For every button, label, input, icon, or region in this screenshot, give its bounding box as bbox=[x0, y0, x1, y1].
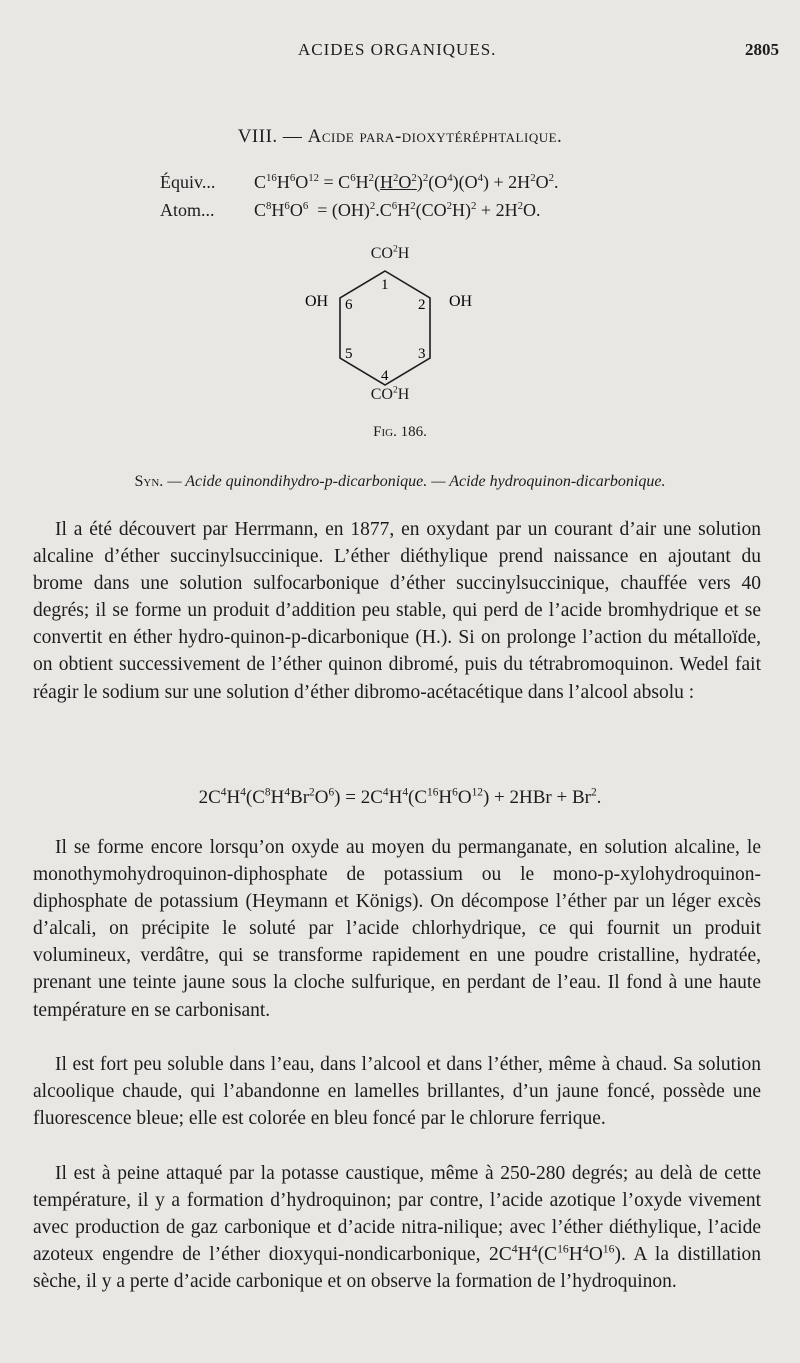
paragraph-formation: Il se forme encore lorsqu’on oxyde au moyen du permanganate, en solution alcaline, le monothymohydroquinon-diphosphate de potassium ou le mono-p-xylohydroquinon-diphosphate de potassium (Heymann et Königs). On décompose l’éther par un léger excès d’alcali, on précipite le soluté par l’acide chlorhydrique, ce qui fournit un produit volumineux, verdâtre, qui se transforme rapidement en une poudre cristalline, hydratée, prenant une teinte jaune sous la cloche sulfurique, en perdant de l’eau. Il fond à une haute température en se carbonisant. bbox=[33, 837, 761, 1021]
page-number: 2805 bbox=[745, 40, 779, 59]
position-5: 5 bbox=[345, 346, 353, 362]
equiv-formula: $C^{16}H^6O^{12} = C^6H^2(H^2O^2)^2(O^4)(O^4) + 2H^2O^2$. bbox=[254, 172, 559, 192]
formula-block bbox=[160, 172, 720, 228]
position-1: 1 bbox=[381, 277, 389, 293]
reaction-equation: $2C^4H^4(C^8H^4Br^2O^6) = 2C^4H^4(C^{16}H^6O^{12}) + 2HBr + Br^2$. bbox=[198, 786, 602, 808]
paragraph-solubility: Il est fort peu soluble dans l’eau, dans l’alcool et dans l’éther, même à chaud. Sa solution alcoolique chaude, qui l’abandonne en lamelles brillantes, d’un jaune foncé, possède une fluorescence bleue; elle est colorée en bleu foncé par le chlorure ferrique. bbox=[33, 1054, 761, 1130]
paragraph-reactions: Il est à peine attaqué par la potasse caustique, même à 250-280 degrés; au delà de cette température, il y a formation d’hydroquinon; par contre, l’acide azotique l’oxyde vivement avec production de gaz carbonique et d’acide nitra-nilique; avec l’éther diéthylique, l’acide azoteux engendre de l’éther dioxyqui-nondicarbonique, $2C^4H^4(C^{16}H^4O^{16})$. A la distillation sèche, il y a perte d’acide carbonique et on observe la formation de l’hydroquinon. bbox=[33, 1163, 761, 1293]
position-4: 4 bbox=[381, 368, 389, 384]
equiv-formula-row bbox=[160, 172, 720, 200]
section-heading bbox=[0, 126, 800, 148]
right-hydroxyl-label: OH bbox=[449, 293, 473, 310]
position-2: 2 bbox=[418, 297, 426, 313]
atom-formula-row bbox=[160, 200, 720, 228]
bottom-carboxyl-label: $CO^2H$ bbox=[370, 386, 410, 403]
left-hydroxyl-label: OH bbox=[305, 293, 329, 310]
benzene-ring-diagram bbox=[300, 243, 500, 418]
running-header bbox=[0, 40, 800, 64]
top-carboxyl-label: $CO^2H$ bbox=[370, 245, 410, 262]
figure-caption: Fig. 186. bbox=[373, 424, 427, 440]
synonyms-line bbox=[0, 473, 800, 491]
atom-formula: $C^8H^6O^6 = (OH)^2.C^6H^2(CO^2H)^2 + 2H^2O$. bbox=[254, 200, 541, 220]
section-title: Acide para-dioxytéréphtalique. bbox=[307, 126, 563, 147]
synonyms-label: Syn. bbox=[134, 473, 164, 490]
paragraph-discovery: Il a été découvert par Herrmann, en 1877, en oxydant par un courant d’air une solution alcaline d’éther succinylsuccinique. L’éther diéthylique prend naissance en ajoutant du brome dans une solution sulfocarbonique d’éther succinylsuccinique, chauffée vers 40 degrés; il se forme un produit d’addition peu stable, qui perd de l’acide bromhydrique et se convertit en éther hydro-quinon-p-dicarbonique (H.). Si on prolonge l’action du métalloïde, on obtient successivement de l’éther quinon dibromé, puis du tétrabromoquinon. Wedel fait réagir le sodium sur une solution d’éther dibromo-acétacétique dans l’alcool absolu : bbox=[33, 519, 761, 703]
synonyms-text: — Acide quinondihydro-p-dicarbonique. — Acide hydroquinon-dicarbonique. bbox=[167, 473, 666, 490]
atom-label: Atom... bbox=[160, 200, 215, 220]
equiv-label: Équiv... bbox=[160, 172, 216, 192]
position-6: 6 bbox=[345, 297, 353, 313]
section-number: VIII. — bbox=[237, 126, 303, 147]
position-3: 3 bbox=[418, 346, 426, 362]
running-title: ACIDES ORGANIQUES. bbox=[298, 40, 497, 59]
